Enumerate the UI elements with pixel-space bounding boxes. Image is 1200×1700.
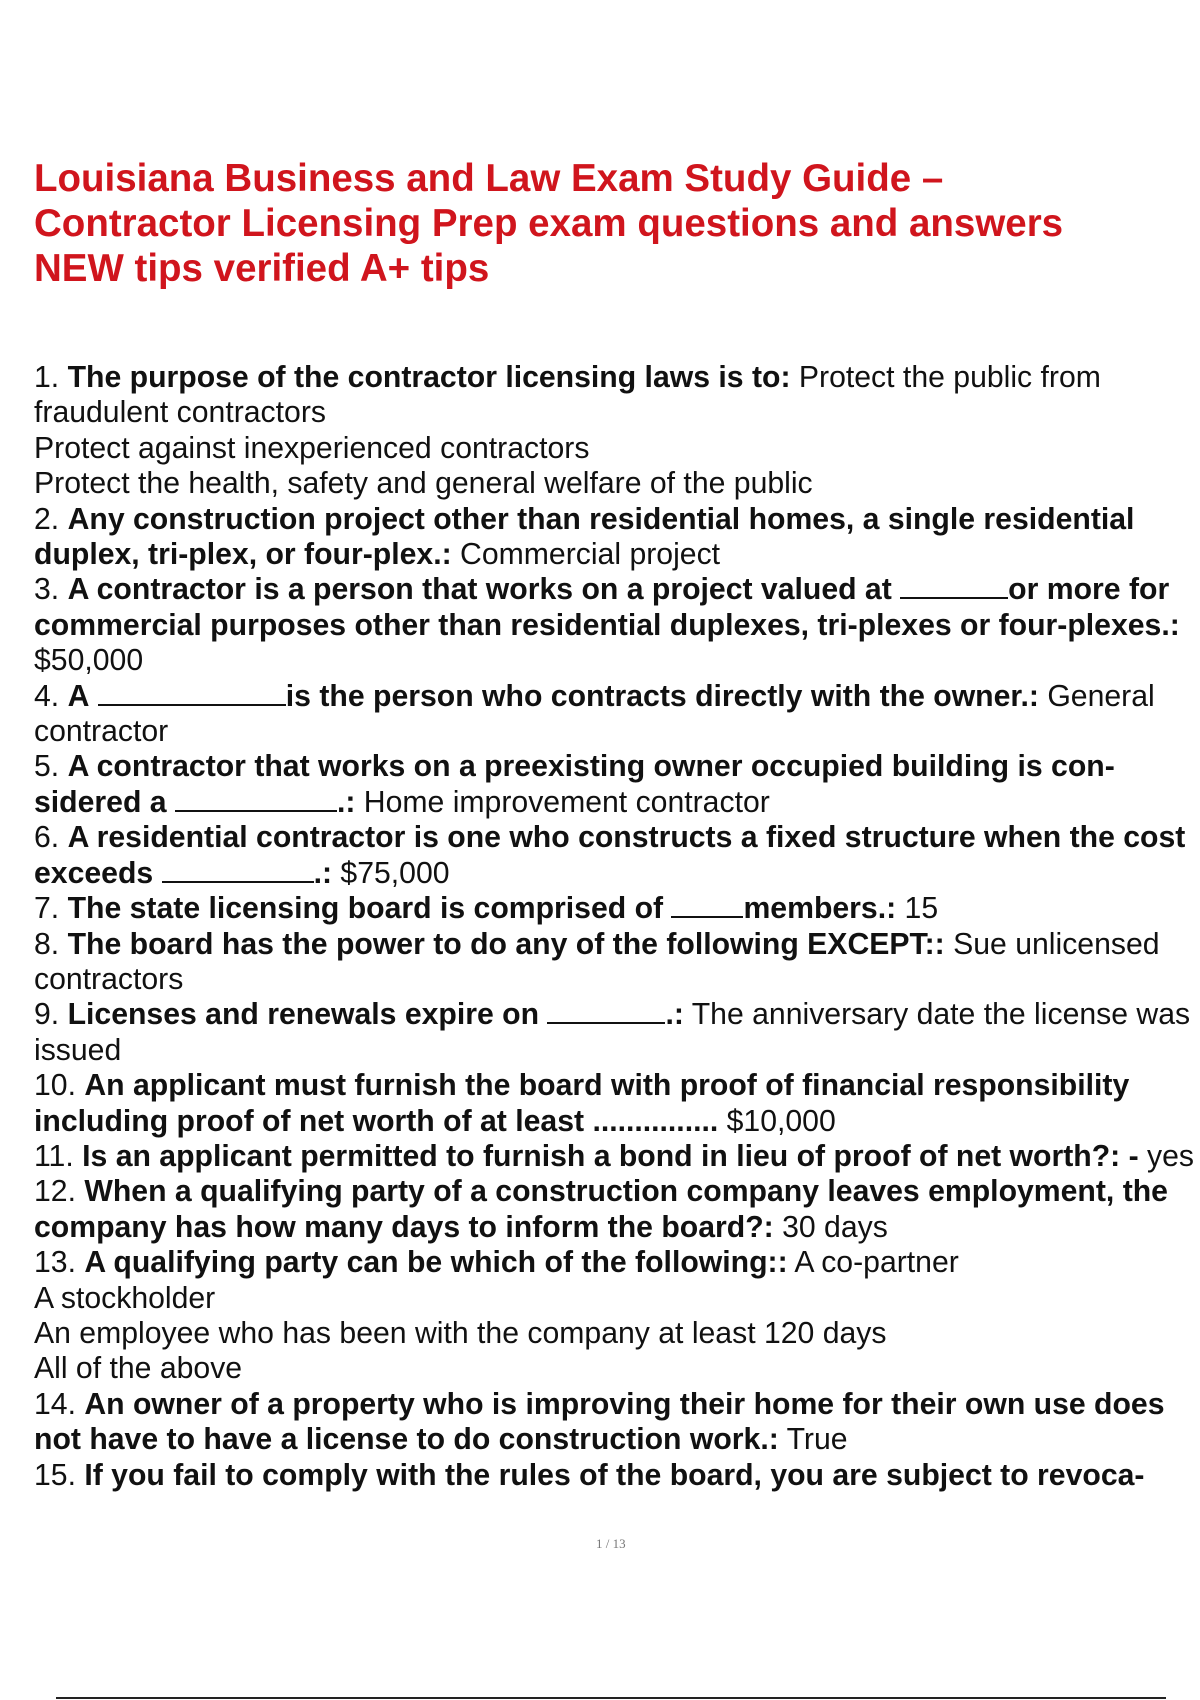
question-text: The purpose of the contractor licensing laws is to: [67,361,791,394]
qa-item-10 [34,1068,1200,1139]
qa-item-2 [34,502,1200,573]
question-text: A contractor is a person that works on a project valued at [67,573,892,607]
qa-item-4 [34,679,1200,750]
answer-line: Protect against inexperienced contractors [34,431,590,465]
item-number: 13. [34,1246,76,1280]
question-continuation: is the person who contracts directly with the owner.: [285,679,1039,713]
qa-item-1 [34,360,1200,502]
item-number: 5. [34,750,60,784]
answer-text: Home improvement contractor [363,785,770,819]
question-text: An owner of a property who is improving their home for their own use does not have to have a license to do construction work.: [34,1387,1165,1457]
qa-item-8 [34,927,1200,998]
title-line-1: Louisiana Business and Law Exam Study Guide – [34,157,944,200]
qa-item-12 [34,1174,1200,1245]
qa-item-15 [34,1458,1200,1493]
item-number: 1. [34,361,60,394]
title-line-3: NEW tips verified A+ tips [34,247,490,290]
question-text: A [67,679,90,713]
fill-in-blank [162,857,314,883]
question-text: When a qualifying party of a construction company leaves employment, the company has how many days to inform the board?: [34,1175,1168,1244]
question-continuation: .: [313,856,333,890]
item-number: 9. [34,998,60,1032]
answer-text: 30 days [782,1210,888,1244]
item-number: 2. [34,502,60,536]
item-number: 12. [34,1175,76,1209]
item-number: 7. [34,892,60,926]
qa-item-11 [34,1139,1200,1174]
answer-text: Commercial project [460,538,721,572]
item-number: 10. [34,1069,76,1103]
qa-item-7 [34,891,1200,926]
document-title [34,156,1174,291]
answer-text: $50,000 [34,644,144,678]
question-text: Licenses and renewals expire on [67,998,540,1032]
answer-text: A co-partner [794,1246,959,1280]
question-text: An applicant must furnish the board with proof of financial responsibility including proof of net worth of at least ............... [34,1069,1130,1138]
question-continuation: .: [665,998,684,1032]
item-number: 3. [34,573,60,607]
question-text: Is an applicant permitted to furnish a bond in lieu of proof of net worth?: - [82,1139,1139,1173]
answer-text: $10,000 [726,1104,836,1138]
question-text: If you fail to comply with the rules of the board, you are subject to revoca- [84,1458,1145,1492]
question-text: The state licensing board is comprised of [67,892,664,926]
qa-item-3 [34,572,1200,678]
item-number: 15. [34,1458,76,1492]
question-text: A qualifying party can be which of the following:: [84,1246,788,1280]
item-number: 8. [34,927,60,961]
fill-in-blank [671,892,743,918]
qa-item-14 [34,1387,1200,1458]
fill-in-blank [98,680,286,706]
answer-text: $75,000 [340,856,450,890]
fill-in-blank [900,573,1008,599]
qa-item-13 [34,1245,1200,1387]
question-text: The board has the power to do any of the following EXCEPT:: [67,927,945,961]
question-continuation: .: [336,785,356,819]
item-number: 4. [34,679,60,713]
item-number: 14. [34,1387,76,1421]
fill-in-blank [175,786,337,812]
answer-line: A stockholder [34,1281,216,1315]
qa-item-6 [34,820,1200,891]
answer-text: Protect the public from fraudulent contractors [34,361,1101,430]
answer-text: True [786,1423,848,1457]
question-text: A contractor that works on a preexisting owner occupied building is con- sidered a [34,750,1115,819]
fill-in-blank [547,998,665,1024]
answer-line: All of the above [34,1352,243,1386]
answer-text: The anniversary date the license was issued [34,998,1191,1067]
page-number: 1 / 13 [596,1536,626,1551]
qa-item-5 [34,749,1200,820]
question-text: A residential contractor is one who constructs a fixed structure when the cost exceeds [34,821,1186,890]
qa-item-9 [34,997,1200,1068]
item-number: 6. [34,821,60,855]
answer-line: An employee who has been with the company at least 120 days [34,1316,887,1350]
question-answer-list [34,360,1200,1493]
answer-text: Sue unlicensed contractors [34,927,1160,996]
question-text: Any construction project other than residential homes, a single residential duplex, tri-plex, or four-plex.: [34,502,1135,572]
title-line-2: Contractor Licensing Prep exam questions and answers [34,202,1064,245]
question-continuation: or more for commercial purposes other than residential duplexes, tri-plexes or four-plexes.: [34,573,1180,642]
answer-line: Protect the health, safety and general welfare of the public [34,467,813,501]
answer-text: yes [1147,1139,1195,1173]
question-continuation: members.: [743,892,897,926]
answer-text: General contractor [34,679,1155,749]
footer-divider [56,1697,1166,1699]
answer-text: 15 [904,892,939,926]
item-number: 11. [34,1139,74,1173]
